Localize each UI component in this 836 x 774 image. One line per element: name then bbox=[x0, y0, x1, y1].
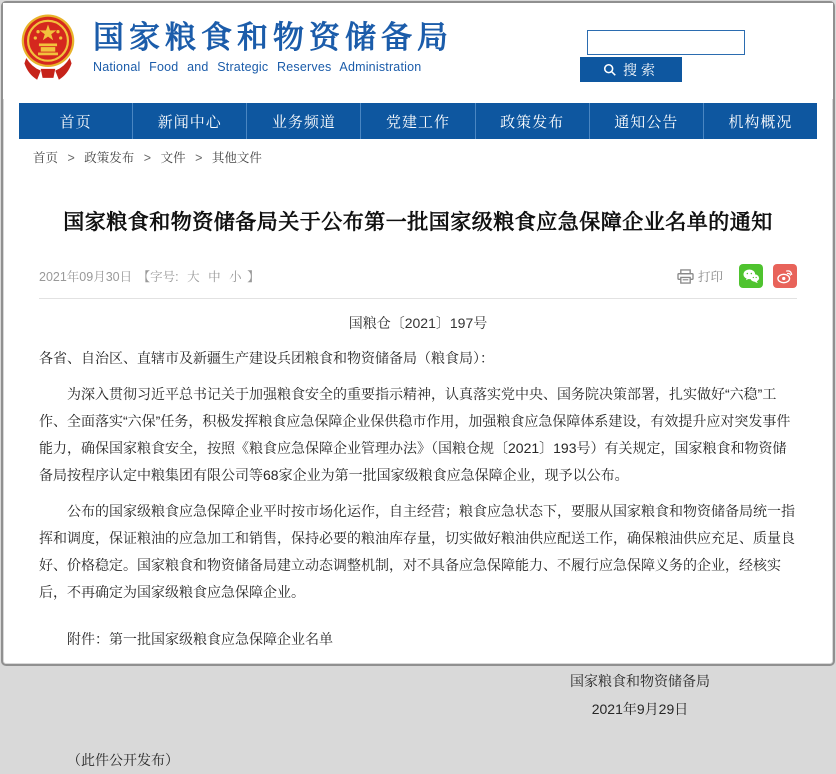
breadcrumb-home[interactable]: 首页 bbox=[33, 151, 59, 165]
nav-item-policy-release[interactable]: 政策发布 bbox=[476, 103, 590, 139]
print-label: 打印 bbox=[697, 270, 723, 284]
weibo-icon bbox=[775, 266, 795, 286]
attachment-line: 附件：第一批国家级粮食应急保障企业名单 bbox=[67, 631, 333, 647]
wechat-icon bbox=[741, 266, 761, 286]
search-button[interactable] bbox=[580, 57, 682, 82]
breadcrumb-documents[interactable]: 文件 bbox=[160, 151, 186, 165]
font-size-label: 【字号: bbox=[137, 270, 179, 284]
site-name-zh: 国家粮食和物资储备局 bbox=[93, 20, 453, 55]
font-size-small-button[interactable]: 小 bbox=[229, 270, 242, 284]
article-body bbox=[39, 345, 797, 774]
site-logo bbox=[19, 12, 453, 84]
signature-block bbox=[525, 667, 755, 723]
public-release-note: （此件公开发布） bbox=[67, 752, 179, 768]
site-name-en: National Food and Strategic Reserves Administration bbox=[93, 60, 422, 74]
font-size-medium-button[interactable]: 中 bbox=[208, 270, 221, 284]
print-button[interactable] bbox=[671, 266, 729, 286]
weibo-share-button[interactable] bbox=[773, 264, 797, 288]
breadcrumb-separator: > bbox=[67, 151, 75, 165]
article-meta-row bbox=[39, 264, 797, 299]
font-size-large-button[interactable]: 大 bbox=[187, 270, 200, 284]
article-meta-left bbox=[39, 267, 262, 285]
nav-item-party-building[interactable]: 党建工作 bbox=[361, 103, 475, 139]
article bbox=[3, 206, 833, 774]
nav-item-notices[interactable]: 通知公告 bbox=[590, 103, 704, 139]
document-number: 国粮仓〔2021〕197号 bbox=[348, 315, 488, 331]
search-button-label: 搜索 bbox=[623, 61, 659, 78]
salutation: 各省、自治区、直辖市及新疆生产建设兵团粮食和物资储备局（粮食局）： bbox=[39, 350, 494, 366]
site-header bbox=[3, 3, 833, 99]
signature-org: 国家粮食和物资储备局 bbox=[570, 673, 710, 689]
search-icon bbox=[603, 63, 617, 77]
paragraph-1: 为深入贯彻习近平总书记关于加强粮食安全的重要指示精神，认真落实党中央、国务院决策部署，扎实做好“六稳”工作、全面落实“六保”任务，积极发挥粮食应急保障企业保供稳市作用，加强粮食应急保障体系建设，有效提升应对突发事件能力，确保国家粮食安全，按照《粮食应急保障企业管理办法》（国粮仓规〔2021〕193号）有关规定，国家粮食和物资储备局按程序认定中粮集团有限公司等68家企业为第一批国家级粮食应急保障企业，现予以公布。 bbox=[39, 386, 791, 483]
breadcrumb-separator: > bbox=[143, 151, 152, 165]
national-emblem-icon bbox=[19, 12, 77, 84]
publish-date: 2021年09月30日 bbox=[39, 270, 133, 284]
nav-item-business-channel[interactable]: 业务频道 bbox=[247, 103, 361, 139]
search-input[interactable] bbox=[587, 30, 745, 55]
printer-icon bbox=[677, 269, 694, 284]
breadcrumb bbox=[19, 148, 817, 166]
article-title: 国家粮食和物资储备局关于公布第一批国家级粮食应急保障企业名单的通知 bbox=[63, 211, 773, 234]
site-titles bbox=[93, 12, 453, 74]
breadcrumb-separator: > bbox=[195, 151, 203, 165]
article-meta-actions bbox=[671, 264, 797, 288]
nav-item-organization[interactable]: 机构概况 bbox=[728, 113, 793, 131]
nav-item-news-center[interactable]: 新闻中心 bbox=[133, 103, 247, 139]
breadcrumb-policy-release[interactable]: 政策发布 bbox=[84, 151, 135, 165]
main-nav bbox=[19, 103, 817, 139]
page bbox=[1, 1, 835, 768]
signature-date: 2021年9月29日 bbox=[591, 701, 689, 717]
breadcrumb-other-documents: 其他文件 bbox=[211, 151, 262, 165]
site-search bbox=[587, 30, 747, 82]
nav-item-home[interactable]: 首页 bbox=[19, 103, 133, 139]
wechat-share-button[interactable] bbox=[739, 264, 763, 288]
font-size-label-suffix: 】 bbox=[247, 270, 260, 284]
paragraph-2: 公布的国家级粮食应急保障企业平时按市场化运作，自主经营；粮食应急状态下，要服从国家粮食和物资储备局统一指挥和调度，保证粮油的应急加工和销售，保持必要的粮油库存量，切实做好粮油供应配送工作，确保粮油供应充足、质量良好、价格稳定。国家粮食和物资储备局建立动态调整机制，对不具备应急保障能力、不履行应急保障义务的企业，经核实后，不再确定为国家级粮食应急保障企业。 bbox=[39, 503, 795, 600]
